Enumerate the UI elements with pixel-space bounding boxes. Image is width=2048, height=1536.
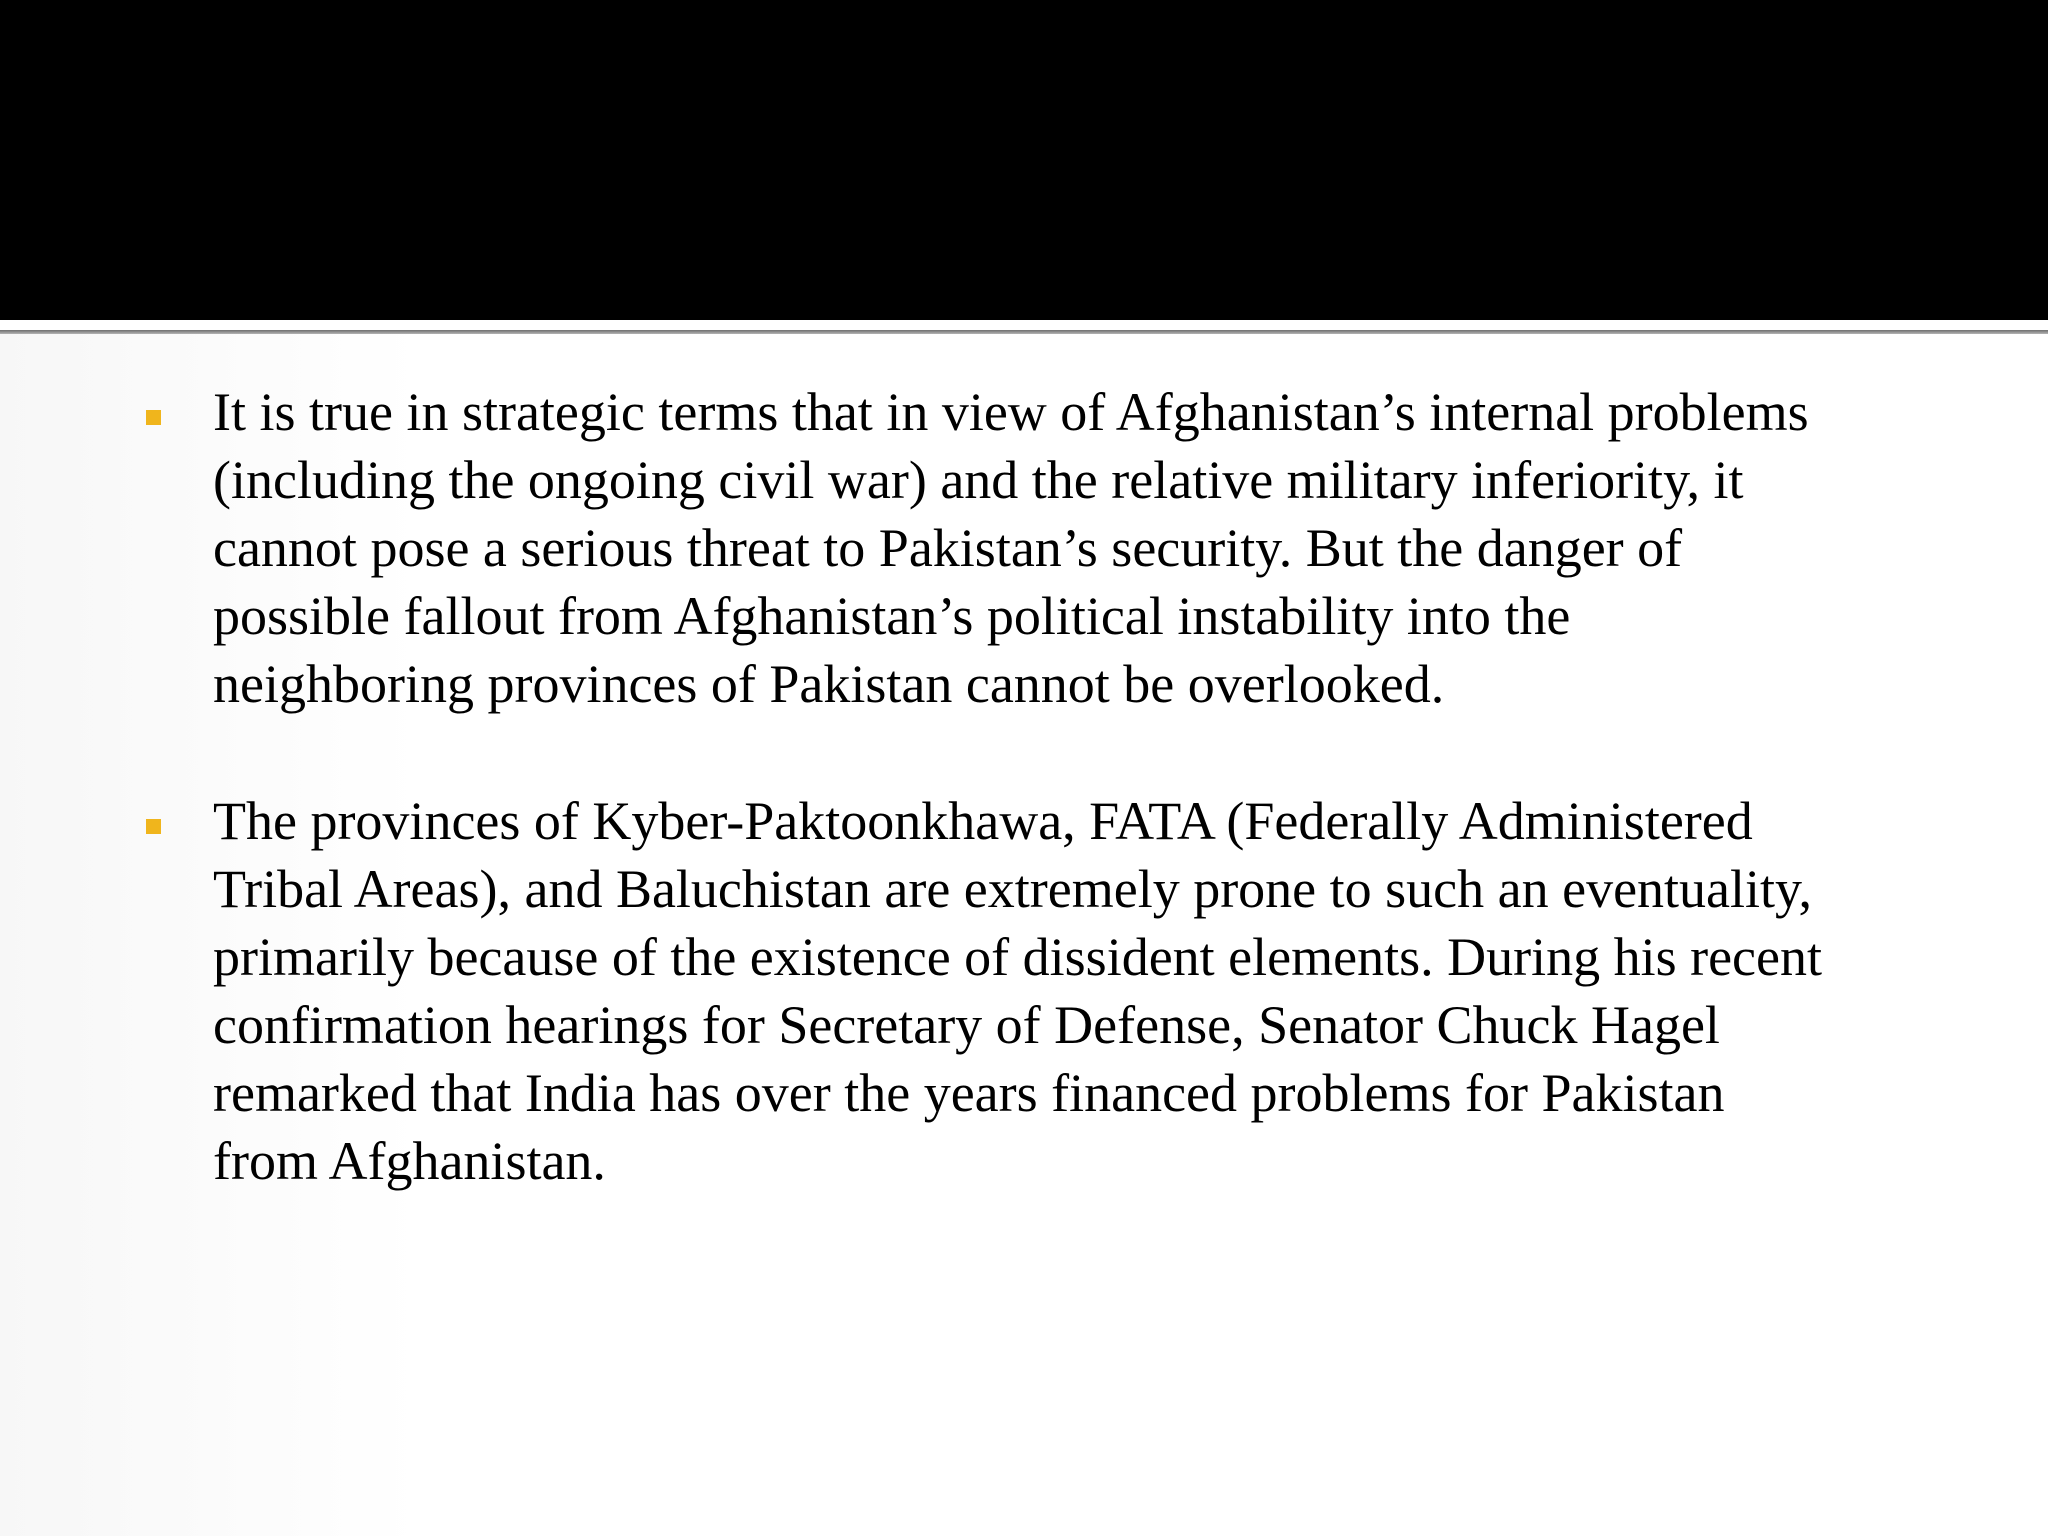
square-bullet-icon	[146, 819, 161, 834]
square-bullet-icon	[146, 410, 161, 425]
bullet-text: It is true in strategic terms that in view of Afghanistan’s internal problems (including the ongoing civil war) and the relative military inferiority, it cannot pose a serious threat to Pakistan’s security. But the danger of possible fallout from Afghanistan’s political instability into the neighboring provinces of Pakistan cannot be overlooked.	[213, 382, 1809, 714]
bullet-text: The provinces of Kyber-Paktoonkhawa, FATA (Federally Administered Tribal Areas), and Baluchistan are extremely prone to such an eventuality, primarily because of the existence of dissident elements. During his recent confirmation hearings for Secretary of Defense, Senator Chuck Hagel remarked that India has over the years financed problems for Pakistan from Afghanistan.	[213, 791, 1822, 1191]
